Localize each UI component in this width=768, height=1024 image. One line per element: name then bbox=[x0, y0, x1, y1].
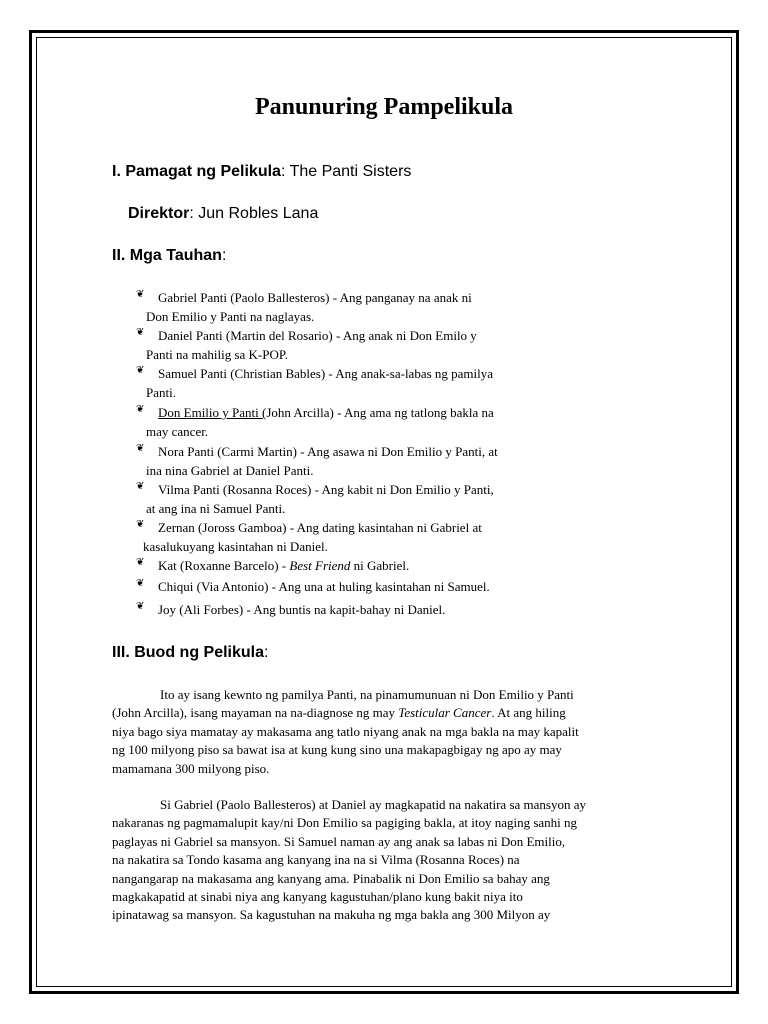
characters-label: II. Mga Tauhan bbox=[112, 247, 222, 264]
character-line: Don Emilio y Panti na naglayas. bbox=[146, 309, 315, 324]
character-line: Gabriel Panti (Paolo Ballesteros) - Ang panganay na anak ni bbox=[158, 290, 472, 305]
list-item bbox=[136, 442, 566, 480]
character-line: kasalukuyang kasintahan ni Daniel. bbox=[143, 539, 328, 554]
character-line: Zernan (Joross Gamboa) - Ang dating kasintahan ni Gabriel at bbox=[158, 520, 482, 535]
character-line: Nora Panti (Carmi Martin) - Ang asawa ni Don Emilio y Panti, at bbox=[158, 444, 498, 459]
director-name: Jun Robles Lana bbox=[198, 205, 319, 222]
summary-heading bbox=[112, 644, 268, 662]
fleuron-bullet-icon: ❦ bbox=[136, 557, 145, 568]
paragraph-line bbox=[112, 704, 652, 722]
character-line: Panti na mahilig sa K-POP. bbox=[146, 347, 288, 362]
paragraph-line-a: (John Arcilla), isang mayaman na na-diagnose ng may bbox=[112, 705, 399, 721]
director-heading bbox=[128, 205, 318, 223]
fleuron-bullet-icon: ❦ bbox=[136, 481, 145, 492]
fleuron-bullet-icon: ❦ bbox=[136, 289, 145, 300]
paragraph-line: nakaranas ng pagmamalupit kay/ni Don Emilio sa pagiging bakla, at itoy naging sanhi ng bbox=[112, 815, 578, 831]
character-line: Panti. bbox=[146, 385, 176, 400]
character-line bbox=[146, 403, 566, 422]
character-line: Samuel Panti (Christian Bables) - Ang anak-sa-labas ng pamilya bbox=[158, 366, 494, 381]
list-item bbox=[136, 364, 566, 402]
list-item bbox=[136, 480, 566, 518]
characters-heading bbox=[112, 247, 226, 265]
summary-paragraph-1 bbox=[112, 686, 652, 778]
fleuron-bullet-icon: ❦ bbox=[136, 404, 145, 415]
paragraph-line: paglayas ni Gabriel sa mansyon. Si Samuel naman ay ang anak sa labas ni Don Emilio, bbox=[112, 833, 566, 849]
italic-phrase: Best Friend bbox=[289, 558, 351, 573]
fleuron-bullet-icon: ❦ bbox=[136, 327, 145, 338]
character-line: Joy (Ali Forbes) - Ang buntis na kapit-bahay ni Daniel. bbox=[158, 602, 446, 617]
list-item bbox=[136, 326, 566, 364]
paragraph-line: mamamana 300 milyong piso. bbox=[112, 760, 270, 776]
italic-phrase: Testicular Cancer bbox=[398, 705, 492, 721]
character-line: Vilma Panti (Rosanna Roces) - Ang kabit ni Don Emilio y Panti, bbox=[158, 482, 494, 497]
fleuron-bullet-icon: ❦ bbox=[136, 578, 145, 589]
list-item bbox=[136, 518, 566, 556]
fleuron-bullet-icon: ❦ bbox=[136, 443, 145, 454]
paragraph-line: ipinatawag sa mansyon. Sa kagustuhan na makuha ng mga bakla ang 300 Milyon ay bbox=[112, 907, 551, 923]
summary-paragraph-2 bbox=[112, 796, 652, 925]
summary-label: III. Buod ng Pelikula bbox=[112, 644, 265, 661]
character-line-rest: John Arcilla) - Ang ama ng tatlong bakla na bbox=[266, 405, 494, 420]
character-line: ina nina Gabriel at Daniel Panti. bbox=[146, 463, 314, 478]
characters-sep: : bbox=[221, 247, 227, 264]
list-item bbox=[136, 403, 566, 441]
paragraph-line: Si Gabriel (Paolo Ballesteros) at Daniel ay magkapatid na nakatira sa mansyon ay bbox=[160, 797, 586, 812]
fleuron-bullet-icon: ❦ bbox=[136, 365, 145, 376]
section-title-heading bbox=[112, 163, 411, 181]
section-title-label: I. Pamagat ng Pelikula bbox=[112, 163, 281, 180]
character-line: Chiqui (Via Antonio) - Ang una at huling kasintahan ni Samuel. bbox=[158, 579, 490, 594]
section-title-sep: : bbox=[280, 163, 290, 180]
paragraph-line: Ito ay isang kewnto ng pamilya Panti, na pinamumunuan ni Don Emilio y Panti bbox=[160, 687, 574, 702]
document-title: Panunuring Pampelikula bbox=[254, 94, 514, 120]
paragraph-line: na nakatira sa Tondo kasama ang kanyang ina na si Vilma (Rosanna Roces) na bbox=[112, 852, 520, 868]
character-line-a: Kat (Roxanne Barcelo) - bbox=[158, 558, 290, 573]
list-item bbox=[136, 556, 566, 575]
list-item bbox=[136, 577, 566, 596]
character-line: Daniel Panti (Martin del Rosario) - Ang anak ni Don Emilo y bbox=[158, 328, 477, 343]
character-line-b: ni Gabriel. bbox=[350, 558, 410, 573]
paragraph-line: niya bago siya mamatay ay makasama ang tatlo niyang anak na mga bakla na may kapalit bbox=[112, 723, 579, 739]
list-item bbox=[136, 288, 566, 326]
character-line bbox=[146, 556, 566, 575]
film-title: The Panti Sisters bbox=[289, 163, 412, 180]
underlined-name: Don Emilio y Panti ( bbox=[158, 405, 267, 420]
fleuron-bullet-icon: ❦ bbox=[136, 601, 145, 612]
director-label: Direktor bbox=[128, 205, 190, 222]
character-line: at ang ina ni Samuel Panti. bbox=[146, 501, 286, 516]
fleuron-bullet-icon: ❦ bbox=[136, 519, 145, 530]
paragraph-line: magkakapatid at sinabi niya ang kanyang kagustuhan/plano kung bakit niya ito bbox=[112, 889, 523, 905]
paragraph-line-b: . At ang hiling bbox=[491, 705, 566, 721]
director-sep: : bbox=[189, 205, 199, 222]
paragraph-line: ng 100 milyong piso sa bawat isa at kung kung sino una makapagbigay ng apo ay may bbox=[112, 742, 562, 758]
summary-sep: : bbox=[264, 644, 269, 661]
list-item bbox=[136, 600, 566, 619]
character-line: may cancer. bbox=[146, 424, 209, 439]
paragraph-line: nangangarap na makasama ang kanyang ama. Pinabalik ni Don Emilio sa bahay ang bbox=[112, 870, 550, 886]
